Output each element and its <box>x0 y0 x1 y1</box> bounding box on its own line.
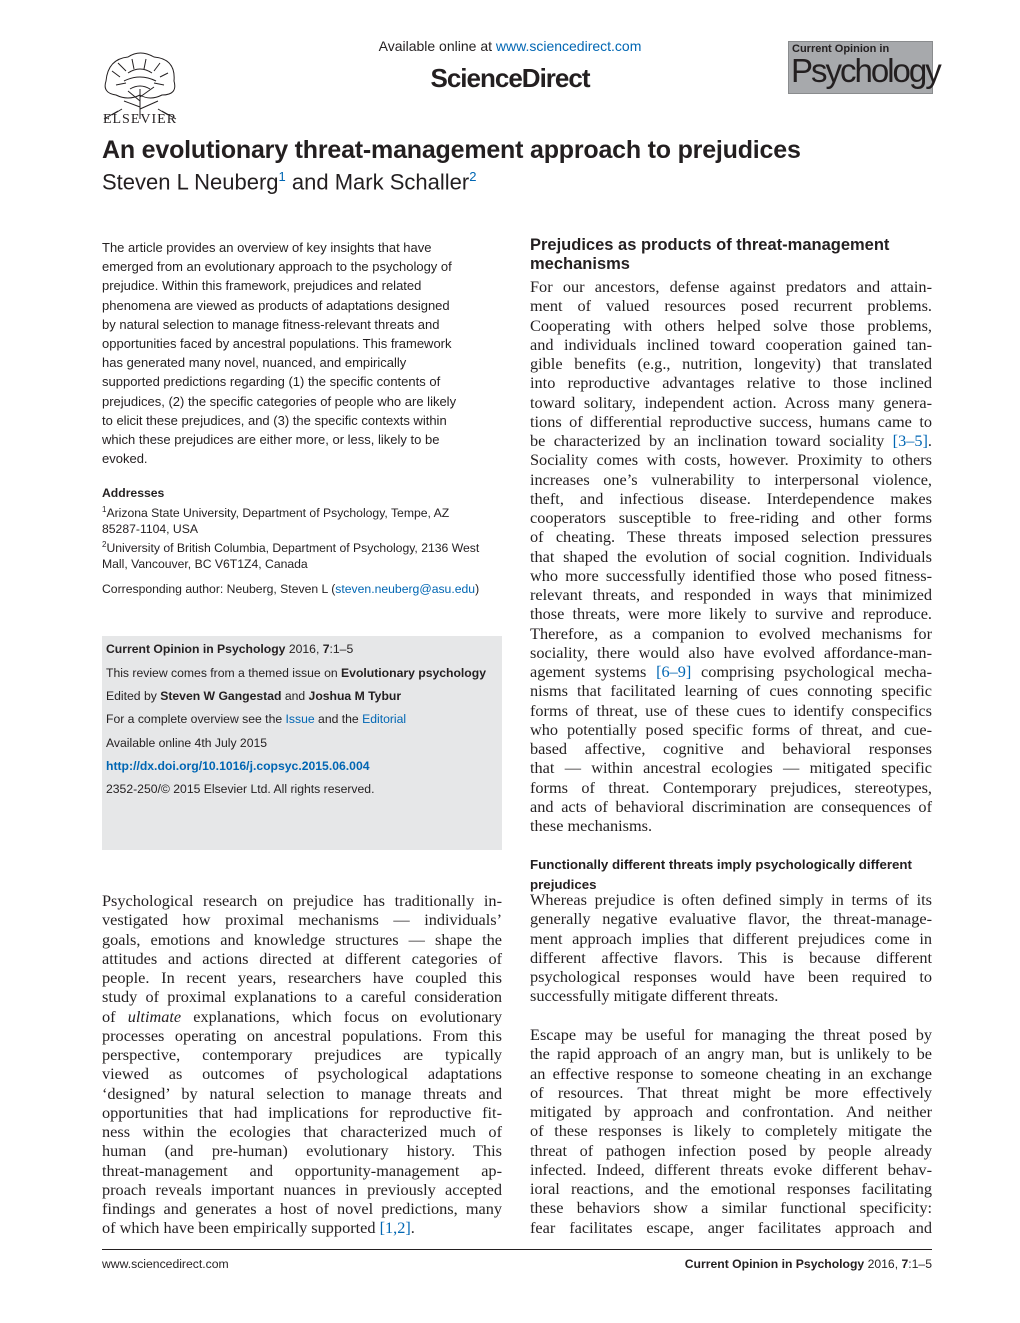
body-line: and acts of behavioral discrimination are consequences of <box>530 796 932 816</box>
intro-end: . <box>410 1218 415 1238</box>
editors-line <box>106 689 401 703</box>
citation-pages: :1–5 <box>329 642 354 656</box>
sciencedirect-link[interactable]: www.sciencedirect.com <box>495 38 642 54</box>
authors <box>102 169 476 195</box>
body-line: and individuals inclined toward cooperation gained tan- <box>530 334 932 354</box>
body-line: these behaviors show a similar functional specificity: <box>530 1198 932 1218</box>
subsection-1-paragraph-2 <box>530 1025 932 1237</box>
citation-year: 2016, <box>285 642 323 656</box>
overview-prefix: For a complete overview see the <box>106 712 286 726</box>
intro-line-text: of which have been empirically supported <box>102 1218 380 1238</box>
body-line: Therefore, as a companion to evolved mechanisms for <box>530 623 932 643</box>
citation-volume: 7 <box>322 642 330 656</box>
intro-line: Psychological research on prejudice has traditionally in- <box>102 891 502 910</box>
body-line-with-ref <box>530 662 932 681</box>
address-1-line: Arizona State University, Department of Psychology, Tempe, AZ <box>106 505 450 520</box>
intro-line: threat-management and opportunity-management ap- <box>102 1160 502 1180</box>
article-title: An evolutionary threat-management approach to prejudices <box>102 136 801 164</box>
body-line-with-ref <box>530 431 932 450</box>
body-line: an effective response to someone cheating in an exchange <box>530 1063 932 1083</box>
intro-line: of ultimate explanations, which focus on evolutionary <box>102 1006 502 1026</box>
address-1-marker: 1 <box>102 504 107 514</box>
footer-pages: :1–5 <box>908 1257 932 1271</box>
corresponding-author <box>102 582 500 596</box>
issue-link[interactable]: Issue <box>285 712 315 726</box>
body-line: that shaped the evolution of social cognition. Individuals <box>530 546 932 566</box>
corresponding-prefix: Corresponding author: Neuberg, Steven L ( <box>102 582 336 596</box>
body-line: these mechanisms. <box>530 816 653 835</box>
body-line-text: comprising psychological mecha- <box>691 662 932 681</box>
section-1-paragraph <box>530 277 932 835</box>
body-line: nisms that facilitated learning of cues connoting specific <box>530 681 932 701</box>
body-line: into reproductive advantages relative to those inclined <box>530 373 932 393</box>
body-line: different affective flavors. This is because different <box>530 947 932 967</box>
intro-citation-link[interactable]: [1,2] <box>379 1218 411 1238</box>
available-prefix: Available online at <box>378 38 496 54</box>
address-2-marker: 2 <box>102 540 107 550</box>
address-1-cont: 85287-1104, USA <box>102 521 198 536</box>
editor-2: Joshua M Tybur <box>308 689 402 703</box>
abstract <box>102 238 500 468</box>
addresses <box>102 486 500 573</box>
abstract-line: to elicit these prejudices, and (3) the specific contexts within <box>102 412 447 428</box>
body-line: For our ancestors, defense against predators and attain- <box>530 277 932 296</box>
body-line: Cooperating with others helped solve those problems, <box>530 315 932 335</box>
abstract-line: opportunities faced by ancestral populations. This framework <box>102 336 452 352</box>
body-line: generally negative evaluative flavor, the threat-manage- <box>530 909 932 929</box>
sciencedirect-brand: ScienceDirect <box>430 63 590 93</box>
citation-link[interactable]: [6–9] <box>656 662 692 681</box>
author-join: and <box>285 169 335 195</box>
intro-line: study of proximal explanations to a careful consideration <box>102 987 502 1007</box>
body-line: of these responses is likely to completely mitigate the <box>530 1121 932 1141</box>
footer-year: 2016, <box>864 1257 902 1271</box>
body-line-text: be characterized by an inclination toward sociality <box>530 431 893 450</box>
emphasis: ultimate <box>127 1006 182 1026</box>
footer-citation <box>685 1257 932 1271</box>
journal-badge-main: Psychology <box>791 52 940 89</box>
body-line: based affective, cognitive and behavioral responses <box>530 739 932 758</box>
citation-line <box>106 642 353 656</box>
body-line: theft, and infectious disease. Interdependence makes <box>530 488 932 508</box>
overview-line <box>106 712 406 726</box>
body-line: tions of differential reproductive success, humans came to <box>530 411 932 431</box>
intro-line: people. In recent years, researchers have coupled this <box>102 968 502 987</box>
addresses-heading: Addresses <box>102 486 165 500</box>
intro-line: perspective, contemporary prejudices are typically <box>102 1045 502 1064</box>
available-date: Available online 4th July 2015 <box>106 736 268 750</box>
intro-line: goals, emotions and knowledge structures — shape the <box>102 929 502 949</box>
body-line: ioral reactions, and the emotional responses facilitating <box>530 1179 932 1198</box>
body-line: sociality, there would also have evolved affordance-man- <box>530 642 932 662</box>
doi-link[interactable]: http://dx.doi.org/10.1016/j.copsyc.2015.06.004 <box>106 759 370 773</box>
address-1 <box>102 502 500 522</box>
citation-journal: Current Opinion in Psychology <box>106 642 286 656</box>
body-line: Whereas prejudice is often defined simply in terms of its <box>530 890 932 909</box>
abstract-line: by natural selection to manage fitness-relevant threats and <box>102 316 440 332</box>
footer-url[interactable]: www.sciencedirect.com <box>102 1257 229 1271</box>
body-line: gible benefits (e.g., nutrition, longevity) that translated <box>530 354 932 373</box>
intro-line: ‘designed’ by natural selection to manage threats and <box>102 1083 502 1103</box>
editor-1: Steven W Gangestad <box>160 689 282 703</box>
intro-line: attitudes and actions directed at different categories of <box>102 948 502 968</box>
corresponding-email-link[interactable]: steven.neuberg@asu.edu <box>335 582 476 596</box>
body-line: increases one’s vulnerability to interpersonal violence, <box>530 469 932 489</box>
abstract-line: prejudices, (2) the specific categories of people who are likely <box>102 393 457 409</box>
author-2: Mark Schaller <box>334 169 470 195</box>
intro-line: ness within the ecologies that characterized much of <box>102 1122 502 1141</box>
body-line: mitigated by approach and confrontation. And neither <box>530 1102 932 1121</box>
theme-name: Evolutionary psychology <box>341 666 486 680</box>
subsection-1-paragraph <box>530 890 932 1006</box>
body-line: toward solitary, independent action. Across many genera- <box>530 392 932 412</box>
body-line: forms of threat. Contemporary prejudices, stereotypes, <box>530 777 932 797</box>
body-line: Sociality comes with costs, however. Proximity to others <box>530 450 932 470</box>
body-line: threat of pathogen infection posed by people already <box>530 1140 932 1160</box>
body-line: that — within ancestral ecologies — mitigated specific <box>530 758 932 778</box>
theme-prefix: This review comes from a themed issue on <box>106 666 342 680</box>
body-line: those threats, were more likely to survive and reproduce. <box>530 604 932 624</box>
intro-line: viewed as outcomes of psychological adaptations <box>102 1064 502 1084</box>
body-line: forms of threat, use of these cues to identify conspecifics <box>530 700 932 720</box>
address-2-line: University of British Columbia, Department of Psychology, 2136 West <box>106 541 480 556</box>
body-line: ment of valued resources posed recurrent problems. <box>530 296 932 316</box>
author-2-affiliation[interactable]: 2 <box>469 169 477 184</box>
author-1: Steven L Neuberg <box>102 169 279 195</box>
address-2-cont: Mall, Vancouver, BC V6T1Z4, Canada <box>102 557 308 572</box>
subsection-heading: Functionally different threats imply psychologically different prejudices <box>530 857 912 892</box>
theme-line <box>106 666 486 680</box>
body-line: cooperators susceptible to free-riding and other forms <box>530 508 932 527</box>
abstract-line: prejudice. Within this framework, prejudices and related <box>102 278 422 294</box>
body-line: Escape may be useful for managing the threat posed by <box>530 1025 932 1044</box>
intro-line-last <box>102 1218 502 1237</box>
body-line: of resources. That threat might be more effectively <box>530 1082 932 1102</box>
editors-prefix: Edited by <box>106 689 161 703</box>
journal-badge-top: Current Opinion in <box>792 43 890 55</box>
abstract-line: evoked. <box>102 451 148 467</box>
intro-line: human (and pre-human) evolutionary history. This <box>102 1141 502 1161</box>
citation-link[interactable]: [3–5] <box>892 431 928 450</box>
body-line: fear facilitates escape, anger facilitates approach and <box>530 1217 932 1237</box>
editorial-link[interactable]: Editorial <box>362 712 407 726</box>
footer-volume: 7 <box>901 1257 909 1271</box>
abstract-line: The article provides an overview of key insights that have <box>102 240 432 255</box>
abstract-line: which these prejudices are either more, or less, likely to be <box>102 432 440 448</box>
body-line: who potentially posed specific forms of threat, and cue- <box>530 719 932 739</box>
intro-paragraph <box>102 891 502 1238</box>
intro-line: opportunities that had implications for reproductive fit- <box>102 1102 502 1122</box>
body-line: successfully mitigate different threats. <box>530 986 779 1006</box>
corresponding-suffix: ) <box>475 582 480 596</box>
journal-badge <box>788 41 940 94</box>
body-line: the rapid approach of an angry man, but is unlikely to be <box>530 1044 932 1064</box>
overview-join: and the <box>314 712 363 726</box>
body-line: who more successfully identified those who posed fitness- <box>530 565 932 585</box>
intro-line: vestigated how proximal mechanisms — individuals’ <box>102 910 502 930</box>
body-line: relevant threats, and responded in ways that minimized <box>530 585 932 604</box>
intro-line: processes operating on ancestral populations. From this <box>102 1025 502 1045</box>
body-line: ment approach implies that different prejudices come in <box>530 928 932 948</box>
author-1-affiliation[interactable]: 1 <box>278 169 286 184</box>
section-heading: Prejudices as products of threat-management mechanisms <box>530 236 890 273</box>
article-info-box <box>102 636 502 850</box>
body-line: of cheating. These threats imposed selection pressures <box>530 527 932 547</box>
intro-line: proach reveals important nuances in previously accepted <box>102 1179 502 1199</box>
elsevier-wordmark: ELSEVIER <box>102 112 178 127</box>
body-line: psychological responses would have been required to <box>530 967 932 986</box>
address-2 <box>102 537 500 557</box>
abstract-line: supported predictions regarding (1) the specific contents of <box>102 374 441 390</box>
intro-line: findings and generates a host of novel predictions, many <box>102 1199 502 1218</box>
period: . <box>927 431 932 450</box>
abstract-line: has generated many novel, nuanced, and empirically <box>102 355 407 371</box>
body-line: infected. Indeed, different threats evoke different behav- <box>530 1159 932 1179</box>
abstract-line: phenomena are viewed as products of adaptations designed <box>102 297 450 313</box>
footer-journal: Current Opinion in Psychology <box>684 1257 865 1271</box>
footer-divider <box>102 1249 932 1250</box>
editor-join: and <box>281 689 309 703</box>
abstract-line: emerged from an evolutionary approach to the psychology of <box>102 259 452 275</box>
copyright: 2352-250/© 2015 Elsevier Ltd. All rights reserved. <box>106 782 375 796</box>
body-line-text: agement systems <box>530 662 657 681</box>
